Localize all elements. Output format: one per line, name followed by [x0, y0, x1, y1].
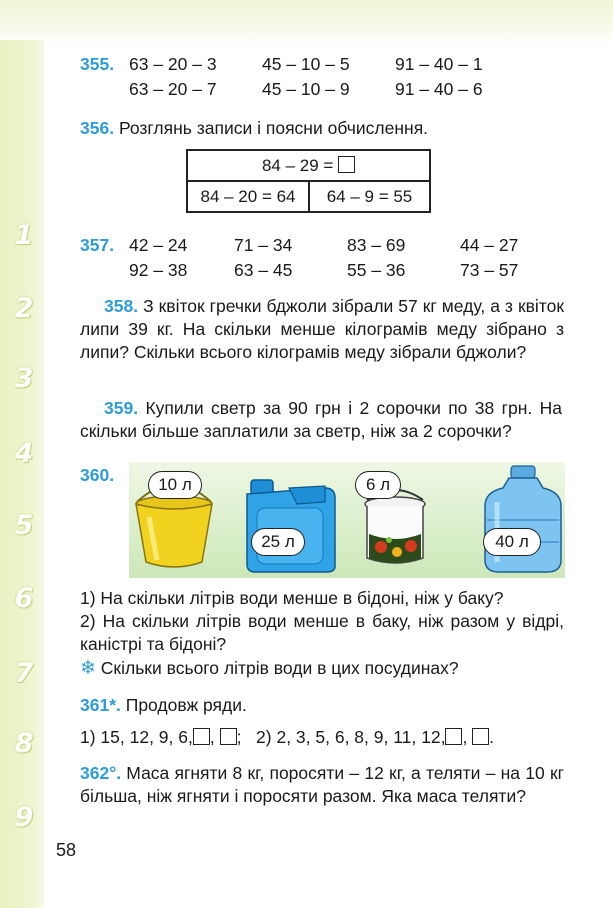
answer-box: [193, 728, 210, 745]
side-number: 7: [14, 658, 34, 689]
table-top-cell: [187, 150, 430, 181]
containers-illustration: [129, 462, 565, 578]
exercise-356-text: Розглянь записи і поясни обчислення.: [118, 118, 429, 138]
expression: 63 – 20 – 7: [129, 79, 217, 99]
side-number: 4: [14, 438, 34, 469]
exercise-361-series: 1) 15, 12, 9, 6, , ; 2) 2, 3, 5, 6, 8, 9, 11, 12, , .: [80, 727, 495, 747]
can-volume-label: 6 л: [355, 471, 401, 499]
exercise-number-360: 360.: [80, 465, 115, 485]
answer-box: [472, 728, 489, 745]
series-2: 2) 2, 3, 5, 6, 8, 9, 11, 12,: [256, 727, 446, 747]
expression: 71 – 34: [234, 235, 293, 255]
exercise-356-heading: [80, 118, 428, 139]
water-bottle-icon: [485, 466, 561, 572]
expression: 55 – 36: [347, 260, 406, 280]
exercise-358-text: З квіток гречки бджоли зібрали 57 кг меду, а з квіток липи 39 кг. На скільки менше кілограмів меду зібрано з липи? Скільки всього кілограмів меду зібрали бджоли?: [80, 296, 564, 362]
side-number: 2: [14, 293, 34, 324]
table-top-expression: 84 – 29 =: [261, 155, 334, 175]
bucket-volume-label: 10 л: [148, 471, 202, 499]
exercise-360-question-3: [80, 657, 459, 680]
side-number: 6: [14, 583, 34, 614]
exercise-number-356: 356.: [80, 118, 115, 138]
expression: 92 – 38: [129, 260, 188, 280]
exercise-361-text: Продовж ряди.: [125, 695, 247, 715]
side-number: 1: [14, 220, 34, 251]
canister-volume-label: 25 л: [251, 528, 305, 556]
exercise-359: [80, 397, 562, 443]
canister-icon: [247, 480, 335, 572]
exercise-360-question-1: 1) На скільки літрів води менше в бідоні, ніж у баку?: [80, 588, 504, 608]
series-1: 1) 15, 12, 9, 6,: [80, 727, 193, 747]
answer-box: [445, 728, 462, 745]
exercise-358: [80, 295, 564, 364]
milk-can-icon: [365, 490, 425, 563]
exercise-360-question-2: 2) На скільки літрів води менше в баку, ніж разом у відрі, каністрі та бідоні?: [80, 611, 564, 654]
side-decor-band: [0, 40, 44, 908]
expression: 45 – 10 – 5: [262, 54, 350, 74]
answer-box: [220, 728, 237, 745]
expression: 73 – 57: [460, 260, 519, 280]
page-number: 58: [56, 840, 77, 860]
exercise-number-358: 358.: [104, 296, 139, 316]
expression: 83 – 69: [347, 235, 406, 255]
exercise-360-question-3-text: Скільки всього літрів води в цих посудинах?: [100, 658, 459, 678]
side-number: 9: [14, 802, 34, 833]
side-number: 5: [14, 510, 34, 541]
side-number: 3: [14, 363, 34, 394]
side-number: 8: [14, 728, 34, 759]
table-right-cell: 64 – 9 = 55: [309, 181, 430, 212]
exercise-number-359: 359.: [104, 398, 139, 418]
bottle-volume-label: 40 л: [483, 528, 541, 556]
expression: 63 – 45: [234, 260, 293, 280]
top-decor-band: [0, 0, 613, 46]
exercise-number-361: 361*.: [80, 695, 121, 715]
expression: 45 – 10 – 9: [262, 79, 350, 99]
calculation-table: [186, 149, 431, 213]
exercise-number-362: 362°.: [80, 763, 122, 783]
expression: 44 – 27: [460, 235, 519, 255]
exercise-359-text: Купили светр за 90 грн і 2 сорочки по 38 грн. На скільки більше заплатили за светр, ніж за 2 сорочки?: [80, 398, 562, 441]
expression: 63 – 20 – 3: [129, 54, 217, 74]
exercise-number-355: 355.: [80, 54, 115, 74]
exercise-362: [80, 762, 564, 808]
snowflake-icon: ❄: [80, 658, 96, 679]
expression: 91 – 40 – 1: [395, 54, 483, 74]
answer-box: [338, 156, 355, 173]
table-left-cell: 84 – 20 = 64: [187, 181, 309, 212]
expression: 91 – 40 – 6: [395, 79, 483, 99]
expression: 42 – 24: [129, 235, 188, 255]
exercise-361-heading: [80, 695, 247, 716]
exercise-number-357: 357.: [80, 235, 115, 255]
exercise-362-text: Маса ягняти 8 кг, поросяти – 12 кг, а теляти – на 10 кг більша, ніж ягняти і поросяти разом. Яка маса теляти?: [80, 763, 564, 806]
